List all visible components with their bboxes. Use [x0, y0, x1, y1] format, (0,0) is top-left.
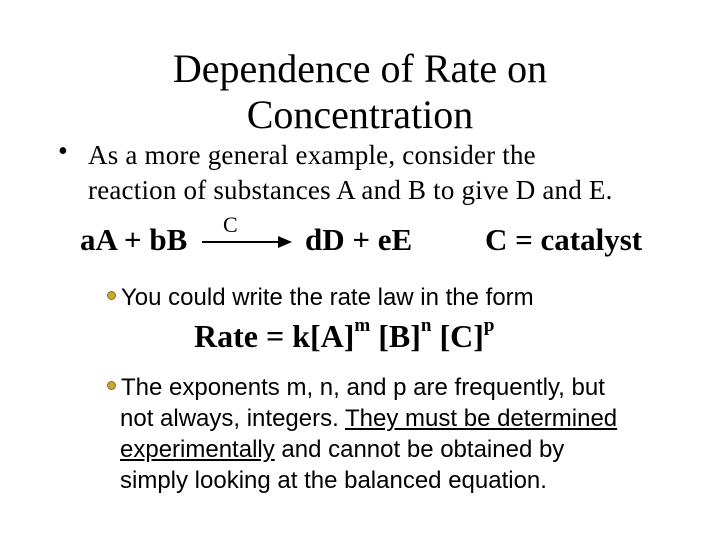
rate-exp-p: p: [483, 315, 495, 337]
sub-bullet-2-marker-icon: [107, 381, 116, 390]
rate-law-c: [C]: [431, 318, 484, 354]
sub-bullet-2-line-4: simply looking at the balanced equation.: [120, 467, 547, 494]
sub-bullet-2-line-1: The exponents m, n, and p are frequently, but: [121, 374, 605, 401]
rate-law-prefix: Rate = k[A]: [194, 318, 355, 354]
sub-bullet-2-line-2-text: not always, integers.: [120, 405, 346, 432]
catalyst-definition: C = catalyst: [485, 222, 643, 257]
bullet-1-text: [88, 138, 713, 208]
rate-exp-n: n: [420, 315, 432, 337]
reaction-products: dD + eE: [305, 222, 413, 257]
sub-bullet-2-line-2: [107, 403, 707, 434]
sub-bullet-1: [107, 282, 534, 313]
sub-bullet-1-marker-icon: [107, 291, 116, 300]
reaction-reactants: aA + bB: [80, 222, 188, 257]
slide-title: [0, 46, 720, 138]
rate-law-b: [B]: [370, 318, 421, 354]
bullet-1-line-2: reaction of substances A and B to give D and E.: [88, 175, 613, 205]
sub-bullet-2-line-3-text: and cannot be obtained by: [274, 436, 565, 463]
reaction-catalyst-label: C: [223, 212, 238, 237]
sub-bullet-2-line-3-underlined: experimentally: [120, 436, 275, 463]
rate-law-equation: [194, 315, 495, 355]
sub-bullet-2-line-2-underlined: They must be determined: [345, 405, 618, 432]
sub-bullet-2-line-3: [107, 434, 707, 465]
bullet-marker: •: [58, 136, 68, 167]
sub-bullet-1-text: You could write the rate law in the form: [121, 284, 534, 311]
rate-exp-m: m: [354, 315, 371, 337]
reaction-arrow-icon: [198, 218, 294, 258]
title-line-1: Dependence of Rate on: [172, 46, 548, 91]
title-line-2: Concentration: [246, 92, 474, 137]
sub-bullet-2: [107, 372, 707, 496]
bullet-1-line-1: As a more general example, consider the: [88, 140, 536, 170]
